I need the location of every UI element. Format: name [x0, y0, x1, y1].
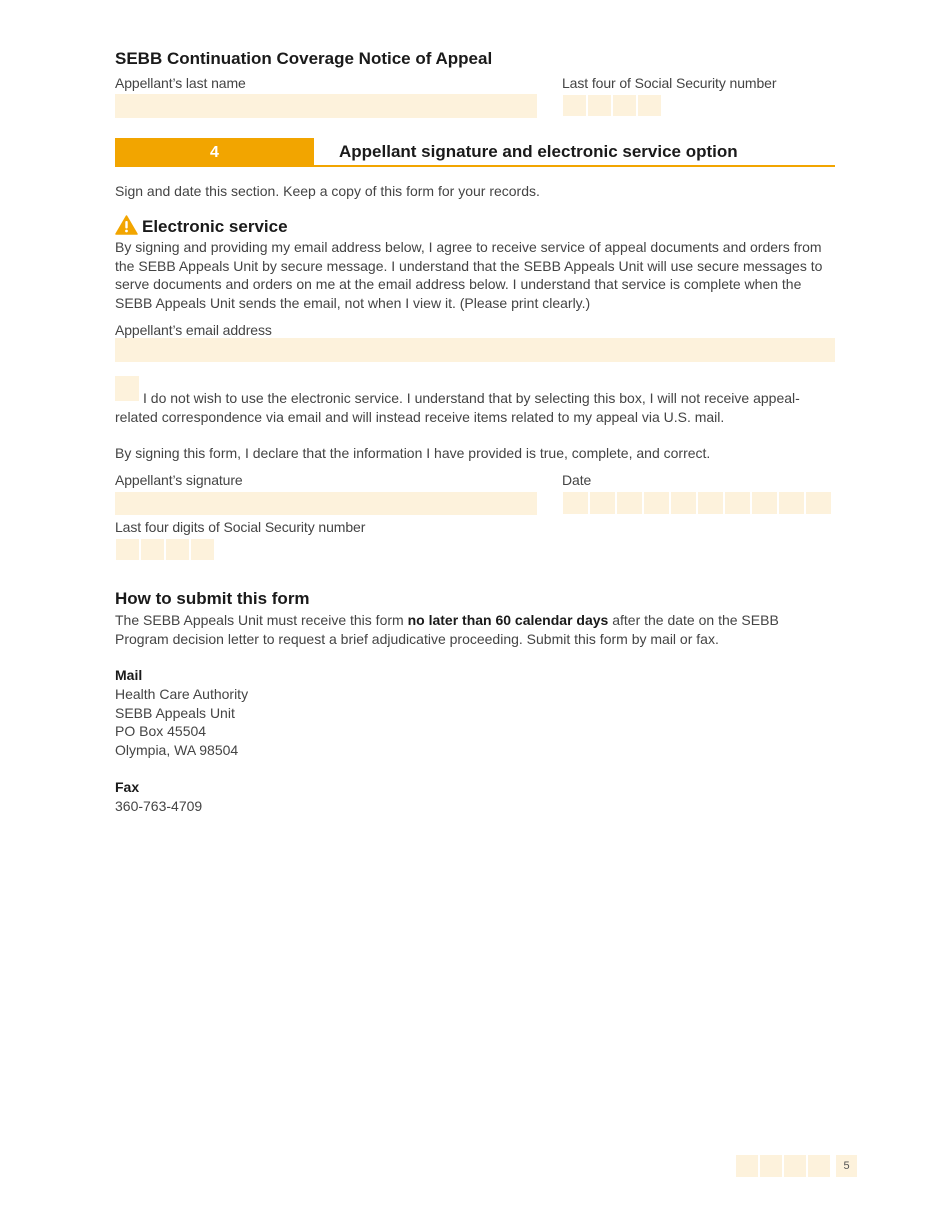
submit-heading: How to submit this form [115, 589, 310, 608]
date-digit-box[interactable] [617, 492, 642, 514]
submit-deadline: no later than 60 calendar days [407, 612, 609, 628]
ssn-label-top: Last four of Social Security number [562, 75, 777, 91]
fax-number: 360-763-4709 [115, 798, 203, 814]
date-digit-box[interactable] [563, 492, 588, 514]
office-use-box[interactable] [760, 1155, 782, 1177]
opt-out-text: I do not wish to use the electronic service. I understand that by selecting this box, I will not receive appeal-related correspondence via email and will instead receive items related to my appeal via U.S. mail. [115, 390, 800, 425]
date-digit-box[interactable] [698, 492, 723, 514]
section-title: Appellant signature and electronic service option [339, 142, 738, 161]
section-number: 4 [115, 138, 314, 167]
ssn-digit-box[interactable] [166, 539, 189, 560]
mail-heading: Mail [115, 667, 143, 683]
electronic-service-heading [115, 215, 288, 240]
signature-input[interactable] [115, 492, 537, 515]
signature-label: Appellant’s signature [115, 472, 243, 488]
date-digit-box[interactable] [752, 492, 777, 514]
ssn-label-bottom: Last four digits of Social Security number [115, 519, 366, 535]
declaration-text: By signing this form, I declare that the information I have provided is true, complete, and correct. [115, 445, 711, 461]
ssn-digit-box[interactable] [613, 95, 636, 116]
mail-address [115, 685, 835, 759]
ssn-input-top[interactable] [563, 95, 661, 116]
submit-text-start: The SEBB Appeals Unit must receive this form [115, 612, 408, 628]
last-name-label: Appellant’s last name [115, 75, 246, 91]
date-digit-box[interactable] [725, 492, 750, 514]
office-use-box[interactable] [784, 1155, 806, 1177]
section-underline [314, 165, 835, 167]
email-label: Appellant’s email address [115, 322, 272, 338]
ssn-digit-box[interactable] [588, 95, 611, 116]
warning-icon [115, 215, 138, 240]
mail-line: Health Care Authority [115, 686, 249, 702]
date-input[interactable] [563, 492, 831, 514]
section-header [115, 138, 835, 167]
ssn-digit-box[interactable] [563, 95, 586, 116]
ssn-digit-box[interactable] [141, 539, 164, 560]
office-use-box[interactable] [808, 1155, 830, 1177]
date-digit-box[interactable] [671, 492, 696, 514]
fax-heading: Fax [115, 779, 140, 795]
mail-line: SEBB Appeals Unit [115, 704, 235, 721]
ssn-input-bottom[interactable] [116, 539, 214, 560]
document-title: SEBB Continuation Coverage Notice of Appeal [115, 49, 493, 68]
office-use-boxes[interactable] [736, 1155, 830, 1177]
office-use-box[interactable] [736, 1155, 758, 1177]
date-digit-box[interactable] [590, 492, 615, 514]
ssn-digit-box[interactable] [191, 539, 214, 560]
page-number: 5 [836, 1155, 857, 1177]
date-label: Date [562, 472, 592, 488]
date-digit-box[interactable] [644, 492, 669, 514]
section-intro: Sign and date this section. Keep a copy of this form for your records. [115, 183, 540, 199]
electronic-service-heading-text: Electronic service [142, 217, 288, 236]
electronic-service-body: By signing and providing my email address below, I agree to receive service of appeal documents and orders from the SEBB Appeals Unit by secure message. I understand that the SEBB Appeals Unit will use secure messages to serve documents and orders on me at the email address below. I understand that service is complete when the SEBB Appeals Unit sends the email, not when I view it. (Please print clearly.) [115, 239, 823, 311]
email-input[interactable] [115, 338, 835, 362]
mail-line: Olympia, WA 98504 [115, 741, 239, 758]
submit-text [115, 611, 835, 648]
mail-line: PO Box 45504 [115, 723, 207, 739]
ssn-digit-box[interactable] [638, 95, 661, 116]
date-digit-box[interactable] [779, 492, 804, 514]
ssn-digit-box[interactable] [116, 539, 139, 560]
last-name-input[interactable] [115, 94, 537, 118]
date-digit-box[interactable] [806, 492, 831, 514]
submit-text-end: after the date on the SEBB Program decision letter to request a brief adjudicative proceeding. Submit this form by mail or fax. [115, 612, 779, 647]
